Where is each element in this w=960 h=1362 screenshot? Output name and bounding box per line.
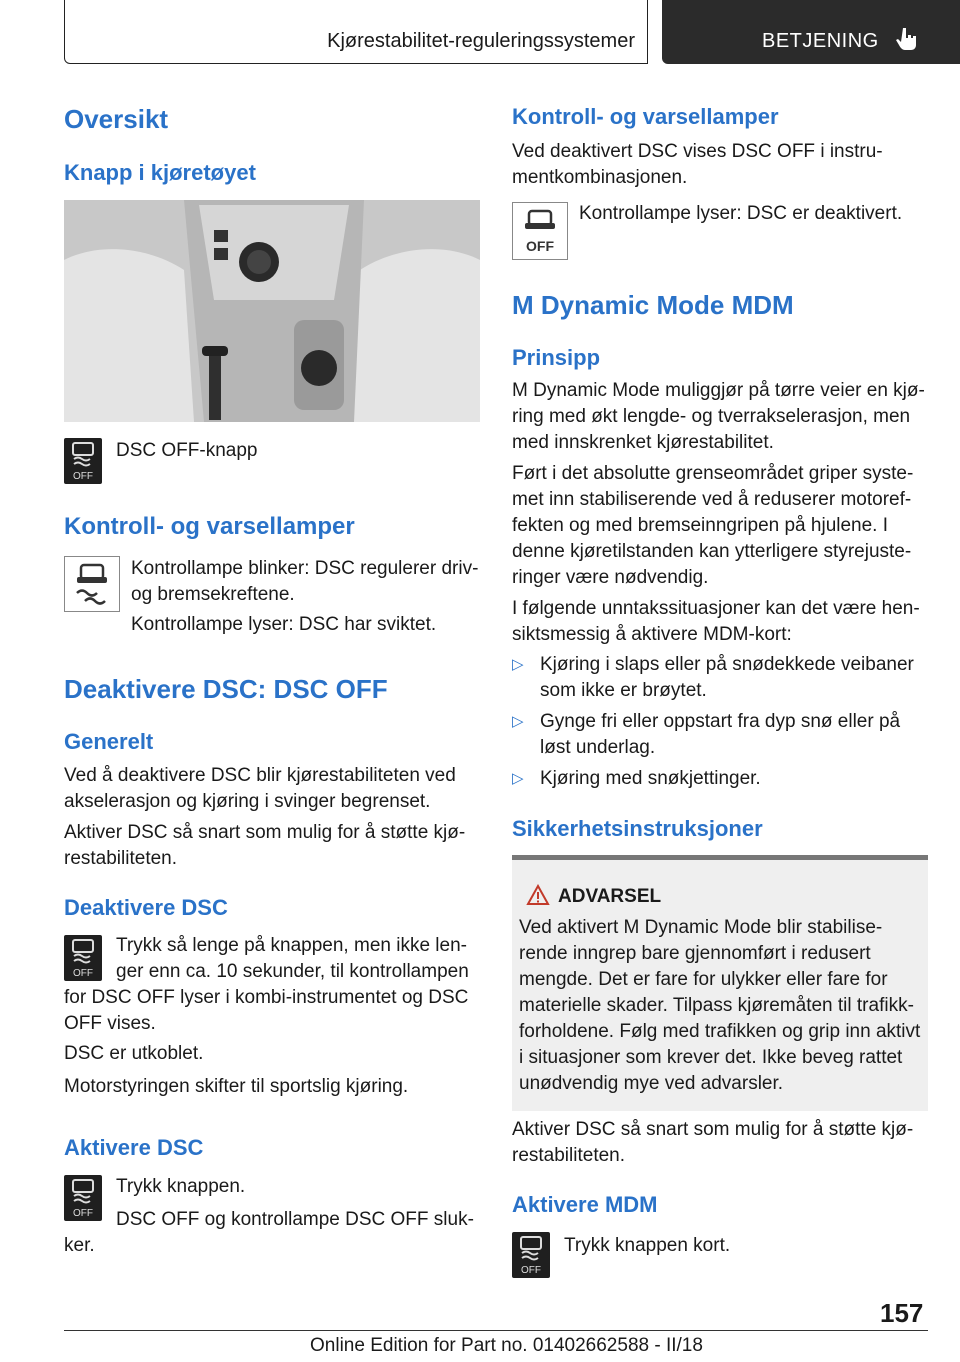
heading-generelt: Generelt bbox=[64, 729, 154, 754]
heading-deaktivere-dsc-off: Deaktivere DSC: DSC OFF bbox=[64, 674, 388, 704]
bullet-triangle-icon: ▷ bbox=[512, 656, 524, 673]
heading-mdm: M Dynamic Mode MDM bbox=[512, 290, 794, 320]
generelt-paragraph-2: Aktiver DSC så snart som mulig for å støtte kjø-restabiliteten. bbox=[64, 822, 466, 869]
utkoblet-text: DSC er utkoblet. bbox=[64, 1043, 204, 1064]
kontroll-lyser-text: Kontrollampe lyser: DSC har sviktet. bbox=[131, 614, 437, 635]
heading-kontroll-right: Kontroll- og varsellamper bbox=[512, 104, 779, 129]
kontroll-right-lyser: Kontrollampe lyser: DSC er deaktivert. bbox=[579, 203, 903, 224]
after-warning-paragraph: Aktiver DSC så snart som mulig for å støtte kjø-restabiliteten. bbox=[512, 1119, 914, 1166]
svg-text:OFF: OFF bbox=[73, 1208, 93, 1219]
dsc-off-knapp-label: DSC OFF-knapp bbox=[116, 440, 258, 461]
dsc-off-icon bbox=[64, 935, 102, 981]
warning-text: Ved aktivert M Dynamic Mode blir stabilise-rende inngrep bare gjennomført i redusert mengde. Det er fare for ulykker eller fare for materielle skader. Tilpass kjøremåten til trafikk-forholdene. Følg med trafikken og grip inn aktivt i situasjoner som krever det. Ikke beveg rattet unødvendig mye ved advarsler. bbox=[519, 917, 921, 1094]
warning-box bbox=[512, 855, 928, 1111]
trykk-kort-text: Trykk knappen kort. bbox=[564, 1235, 731, 1256]
motorstyring-text: Motorstyringen skifter til sportslig kjøring. bbox=[64, 1076, 409, 1097]
prinsipp-paragraph-3: I følgende unntakssituasjoner kan det være hen-siktsmessig å aktivere MDM-kort: bbox=[512, 598, 920, 645]
warning-triangle-icon bbox=[526, 884, 550, 906]
dsc-warning-lamp-icon bbox=[64, 556, 120, 612]
heading-aktivere-mdm: Aktivere MDM bbox=[512, 1192, 658, 1217]
dsc-off-icon bbox=[64, 438, 102, 484]
header-section-box bbox=[64, 0, 648, 64]
hand-pointer-icon bbox=[896, 26, 920, 52]
svg-text:OFF: OFF bbox=[73, 471, 93, 482]
kontroll-blinker-text: Kontrollampe blinker: DSC regulerer driv- og bremsekreftene. bbox=[131, 558, 479, 605]
prinsipp-paragraph-1: M Dynamic Mode muliggjør på tørre veier en kjø-ring med økt lengde- og tverrakselerasjon, men med innskrenket kjørestabilitet. bbox=[512, 380, 925, 453]
deaktivere-line-1: Trykk så lenge på knappen, men ikke len- bbox=[116, 935, 467, 956]
kontroll-right-paragraph: Ved deaktivert DSC vises DSC OFF i instru-mentkombinasjonen. bbox=[512, 141, 883, 188]
page-number: 157 bbox=[880, 1298, 924, 1328]
dsc-off-icon bbox=[512, 1232, 550, 1278]
heading-oversikt: Oversikt bbox=[64, 104, 169, 134]
svg-text:OFF: OFF bbox=[73, 968, 93, 979]
header-chapter-title: BETJENING bbox=[762, 30, 879, 52]
prinsipp-paragraph-2: Ført i det absolutte grenseområdet griper syste-met inn stabiliserende ved å reduserer motoref-fekten og med bremseinngripen på hjulene. I denne kjøretilstanden kan ytterligere styrejuste-ringer være nødvendig. bbox=[512, 463, 914, 588]
generelt-paragraph-1: Ved å deaktivere DSC blir kjørestabiliteten ved akselerasjon og kjøring i svinger begrenset. bbox=[64, 765, 456, 812]
header-chapter-box bbox=[662, 0, 960, 64]
deaktivere-line-2: ger enn ca. 10 sekunder, til kontrollampen bbox=[116, 961, 469, 982]
heading-knapp: Knapp i kjøretøyet bbox=[64, 160, 256, 185]
dsc-off-icon bbox=[64, 1175, 102, 1221]
svg-text:OFF: OFF bbox=[526, 238, 554, 254]
svg-text:OFF: OFF bbox=[521, 1265, 541, 1276]
trykk-knappen-text: Trykk knappen. bbox=[116, 1176, 246, 1197]
footer-divider bbox=[64, 1330, 928, 1331]
footer-edition: Online Edition for Part no. 01402662588 - II/18 bbox=[310, 1335, 703, 1356]
bullet-triangle-icon: ▷ bbox=[512, 770, 524, 787]
aktivere-line-2: ker. bbox=[64, 1235, 95, 1256]
heading-deaktivere-dsc: Deaktivere DSC bbox=[64, 895, 228, 920]
heading-kontroll-left: Kontroll- og varsellamper bbox=[64, 513, 355, 540]
header-section-title: Kjørestabilitet-reguleringssystemer bbox=[327, 30, 635, 52]
heading-prinsipp: Prinsipp bbox=[512, 345, 601, 370]
deaktivere-rest: for DSC OFF lyser i kombi-instrumentet og DSC OFF vises. bbox=[64, 987, 469, 1034]
heading-aktivere-dsc: Aktivere DSC bbox=[64, 1135, 204, 1160]
heading-sikkerhet: Sikkerhetsinstruksjoner bbox=[512, 816, 763, 841]
vehicle-console-photo bbox=[64, 200, 480, 422]
warning-title: ADVARSEL bbox=[558, 886, 662, 907]
aktivere-line-1: DSC OFF og kontrollampe DSC OFF sluk- bbox=[116, 1209, 474, 1230]
bullet-triangle-icon: ▷ bbox=[512, 713, 524, 730]
dsc-off-lamp-icon bbox=[512, 202, 568, 260]
